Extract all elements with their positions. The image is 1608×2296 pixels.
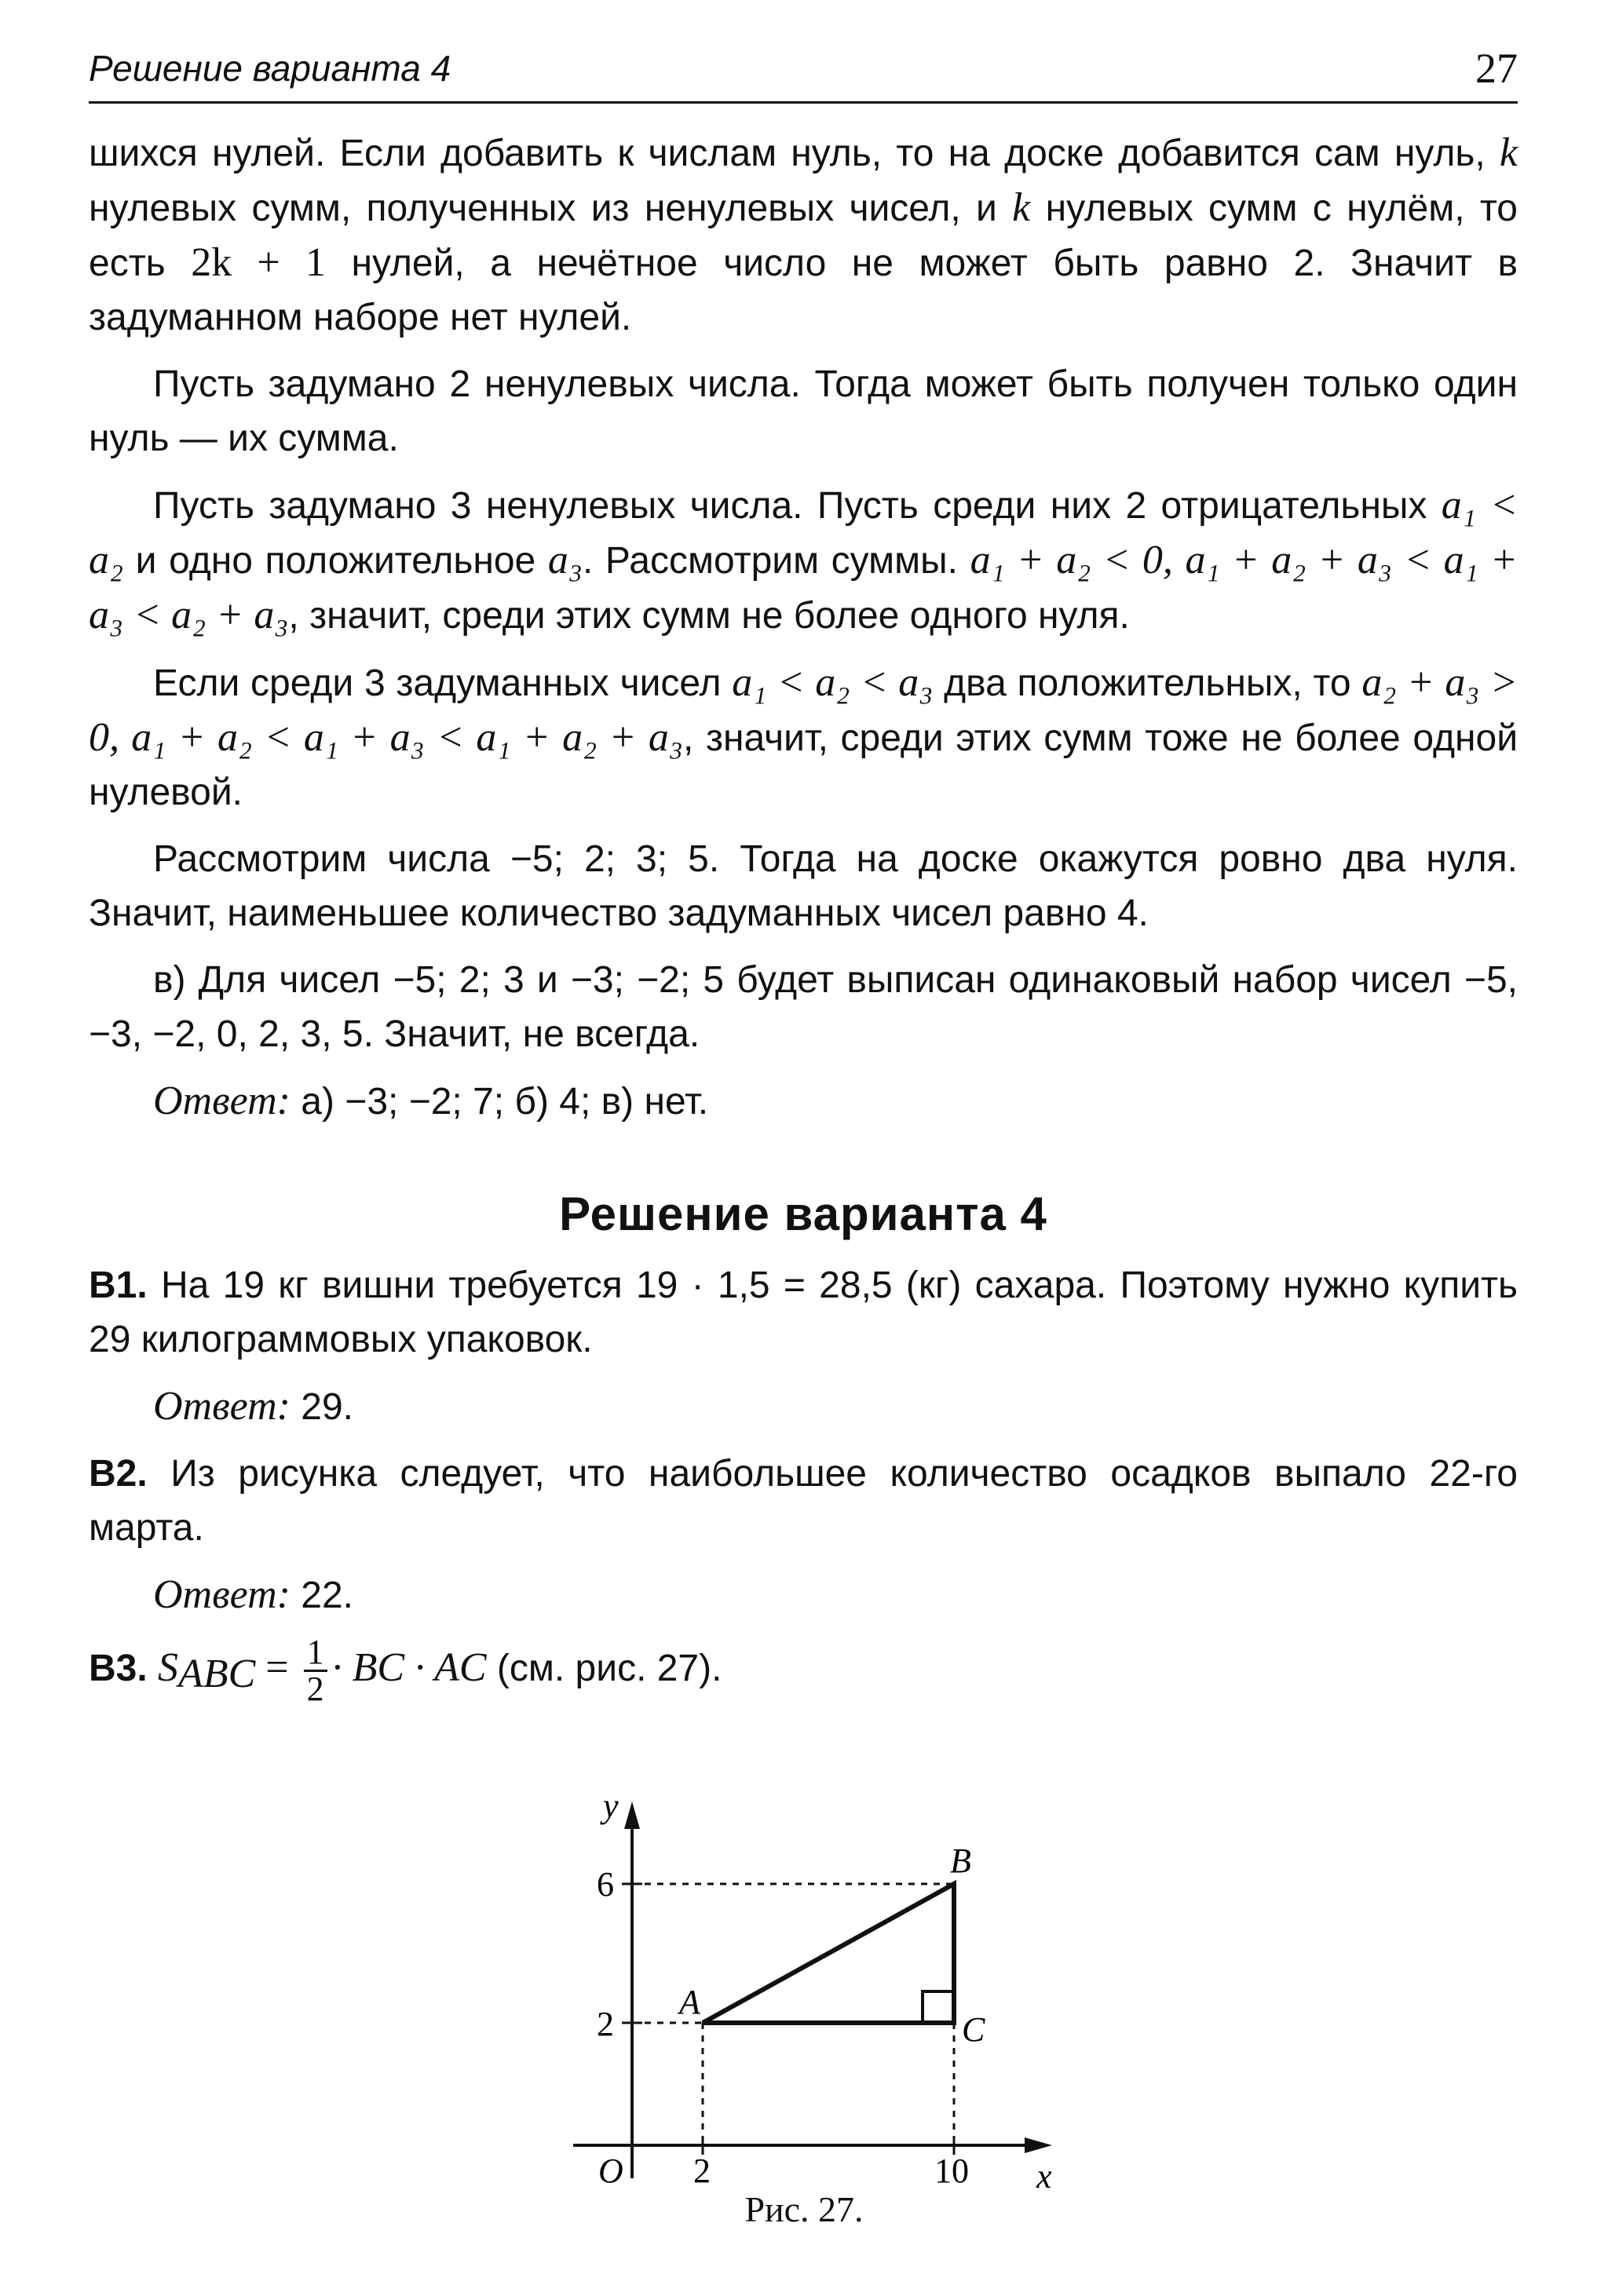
math-expression: a₃ [547, 538, 583, 582]
text-run: , значит, среди этих сумм не более одного нуля. [288, 595, 1130, 637]
fraction [304, 1635, 327, 1706]
text-run: шихся нулей. Если добавить к числам нуль, то на доске добавится сам нуль, [89, 133, 1500, 174]
point-b-label: B [950, 1842, 971, 1880]
x-tick-label-2: 2 [693, 2152, 711, 2190]
paragraph-three-numbers [89, 478, 1518, 643]
text-run: нулевых сумм, полученных из ненулевых чисел, и [89, 188, 1013, 229]
body-text [89, 126, 1518, 1719]
point-c-label: C [962, 2010, 985, 2049]
paragraph-two-positive [89, 655, 1518, 819]
text-run: , значит, среди этих сумм тоже не более одной нулевой. [89, 717, 1518, 813]
text-run: Пусть задумано 3 ненулевых числа. Пусть среди них 2 отрицательных [153, 485, 1442, 527]
math-expression: a₁ < a₂ [89, 483, 1518, 582]
fraction-denominator: 2 [306, 1670, 324, 1708]
y-axis-arrow [624, 1801, 640, 1829]
paragraph-two-numbers: Пусть задумано 2 ненулевых числа. Тогда может быть получен только один нуль — их сумма. [89, 363, 1518, 459]
text-run: два положительных, то [933, 663, 1362, 704]
problem-text: Из рисунка следует, что наибольшее количество осадков выпало 22-го марта. [89, 1453, 1518, 1549]
answer-text: а) −3; −2; 7; б) 4; в) нет. [290, 1081, 709, 1122]
figure-27 [550, 1786, 1068, 2194]
answer-line [89, 1074, 1518, 1129]
problem-label: B2. [89, 1453, 148, 1495]
math-subscript: ABC [178, 1652, 256, 1697]
math-expression: · BC · AC [331, 1645, 487, 1691]
figure-caption: Рис. 27. [744, 2189, 864, 2229]
coordinate-diagram [550, 1786, 1068, 2194]
right-angle-mark [923, 1991, 954, 2023]
math-equals: = [255, 1645, 299, 1691]
paragraph-example: Рассмотрим числа −5; 2; 3; 5. Тогда на доске окажутся ровно два нуля. Значит, наименьшее количество задуманных чисел равно 4. [89, 838, 1518, 934]
text-run: . Рассмотрим суммы. [582, 540, 970, 582]
math-s: S [158, 1645, 179, 1691]
fraction-numerator: 1 [304, 1635, 327, 1672]
section-title: Решение варианта 4 [559, 1188, 1047, 1240]
text-run: нулевых сумм с нулём, то есть [89, 188, 1518, 284]
problem-label: B1. [89, 1265, 148, 1306]
answer-label: Ответ: [153, 1572, 291, 1617]
answer-line [89, 1568, 1518, 1623]
answer-text: 29. [290, 1386, 354, 1428]
problem-label: B3. [89, 1648, 148, 1690]
text-run: Если среди 3 задуманных чисел [153, 663, 733, 704]
text-run: нулей, а нечётное число не может быть равно 2. Значит в задуманном наборе нет нулей. [89, 243, 1518, 338]
x-axis-label: x [1036, 2157, 1052, 2194]
y-tick-label-6: 6 [597, 1865, 614, 1904]
running-header [89, 41, 1518, 104]
paragraph-part-v: в) Для чисел −5; 2; 3 и −3; −2; 5 будет выписан одинаковый набор чисел −5, −3, −2, 0, 2, 3, 5. Значит, не всегда. [89, 959, 1518, 1055]
math-expression: a₂ + a₃ > 0, a₁ + a₂ < a₁ + a₃ < a₁ + a₂ + a₃ [89, 660, 1518, 760]
y-tick-label-2: 2 [597, 2005, 614, 2043]
problem-b3 [89, 1635, 1518, 1706]
math-expression: a₁ < a₂ < a₃ [732, 660, 934, 705]
text-run: (см. рис. 27). [486, 1648, 722, 1690]
answer-label: Ответ: [153, 1384, 291, 1429]
problem-b1 [89, 1258, 1518, 1367]
problem-b2 [89, 1447, 1518, 1555]
page-number: 27 [1475, 45, 1518, 92]
answer-text: 22. [290, 1575, 354, 1616]
x-axis-arrow [1025, 2137, 1052, 2153]
triangle-abc [703, 1884, 954, 2023]
y-axis-label: y [603, 1787, 619, 1825]
point-a-label: A [679, 1983, 700, 2021]
problem-text: На 19 кг вишни требуется 19 · 1,5 = 28,5 (кг) сахара. Поэтому нужно купить 29 килограммовых упаковок. [89, 1265, 1518, 1360]
math-expression: a₁ + a₂ + a₃ < a₁ + a₃ < a₂ + a₃ [89, 538, 1518, 637]
math-expression: 2k + 1 [191, 240, 326, 285]
math-k: k [1499, 130, 1518, 175]
math-k: k [1012, 185, 1031, 230]
running-header-title: Решение варианта 4 [89, 48, 451, 89]
math-expression: a₁ + a₂ < 0, [970, 538, 1173, 582]
origin-label: O [598, 2152, 623, 2190]
x-tick-label-10: 10 [934, 2152, 969, 2190]
text-run: и одно положительное [123, 540, 548, 582]
answer-line [89, 1379, 1518, 1434]
answer-label: Ответ: [153, 1079, 291, 1123]
paragraph-continuation [89, 126, 1518, 345]
